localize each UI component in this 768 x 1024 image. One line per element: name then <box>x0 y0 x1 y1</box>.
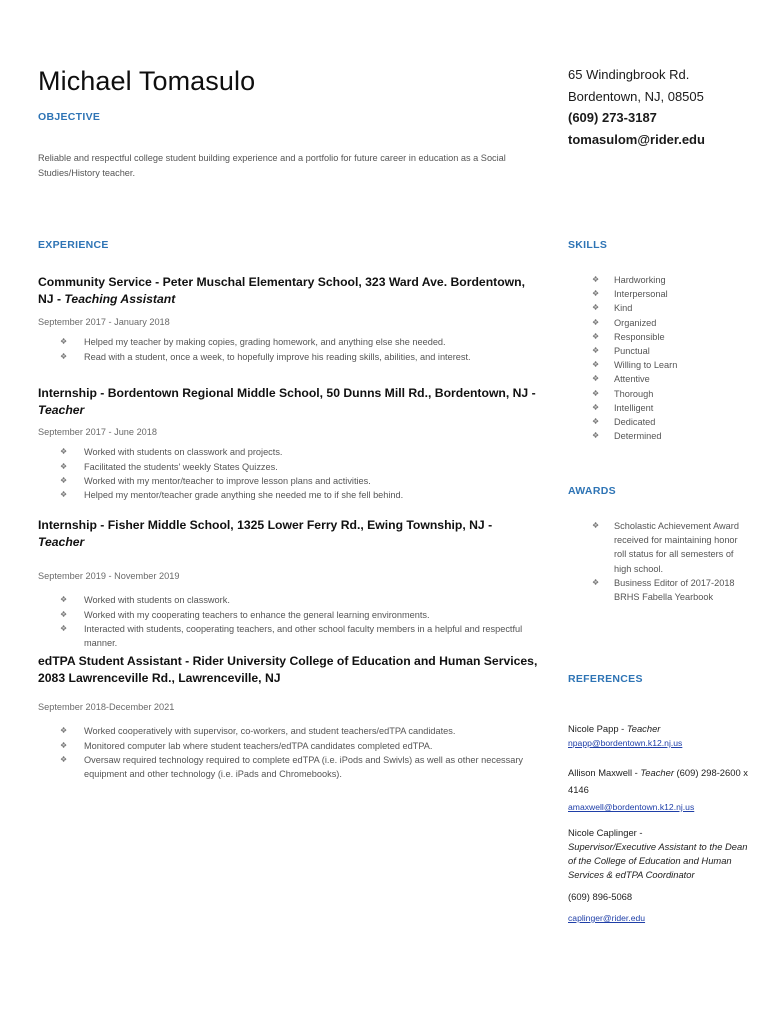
reference-phone: (609) 298-2600 x 4146 <box>568 767 748 795</box>
award-item: ❖ Business Editor of 2017-2018 BRHS Fabella Yearbook <box>592 576 742 604</box>
awards-heading: AWARDS <box>568 485 616 497</box>
job-date: September 2017 - January 2018 <box>38 317 170 328</box>
address-line-1: 65 Windingbrook Rd. <box>568 67 690 82</box>
reference-entry <box>568 722 748 750</box>
job-bullets <box>38 445 538 502</box>
skills-list <box>592 273 677 443</box>
reference-email-link[interactable]: amaxwell@bordentown.k12.nj.us <box>568 802 695 812</box>
reference-name: Nicole Caplinger - <box>568 827 643 838</box>
job-role: Teacher <box>38 535 85 550</box>
job-entry <box>38 385 538 503</box>
skill-item: ❖ Hardworking <box>592 273 677 287</box>
bullet-item: ❖ Interacted with students, cooperating teachers, and other school faculty members in a helpful and respectful manner. <box>60 622 538 651</box>
reference-name: Nicole Papp - Teacher <box>568 723 661 734</box>
bullet-item: ❖ Worked with students on classwork and projects. <box>60 445 538 459</box>
job-date: September 2019 - November 2019 <box>38 571 180 582</box>
bullet-item: ❖ Worked cooperatively with supervisor, co-workers, and student teachers/edTPA candidates. <box>60 724 538 738</box>
experience-heading: EXPERIENCE <box>38 239 109 251</box>
job-date: September 2018-December 2021 <box>38 702 175 713</box>
reference-name: Allison Maxwell - Teacher (609) 298-2600 x 4146 <box>568 767 748 795</box>
bullet-item: ❖ Read with a student, once a week, to hopefully improve his reading skills, abilities, and interest. <box>60 350 538 364</box>
skill-item: ❖ Determined <box>592 429 677 443</box>
objective-text: Reliable and respectful college student building experience and a portfolio for future career in education as a Social Studies/History teacher. <box>38 153 506 178</box>
skill-item: ❖ Attentive <box>592 372 677 386</box>
skill-item: ❖ Responsible <box>592 330 677 344</box>
objective-heading: OBJECTIVE <box>38 111 101 123</box>
reference-email-link[interactable]: npapp@bordentown.k12.nj.us <box>568 738 683 748</box>
email: tomasulom@rider.edu <box>568 131 705 147</box>
reference-title: Supervisor/Executive Assistant to the Dean of the College of Education and Human Services & edTPA Coordinator <box>568 841 748 880</box>
job-bullets <box>38 335 538 364</box>
reference-email-link[interactable]: caplinger@rider.edu <box>568 913 646 923</box>
job-entry <box>38 517 538 651</box>
job-title: Internship - Fisher Middle School, 1325 Lower Ferry Rd., Ewing Township, NJ - Teacher <box>38 518 493 550</box>
awards-list <box>592 519 742 604</box>
reference-title: Teacher <box>640 767 674 778</box>
job-title: Community Service - Peter Muschal Elementary School, 323 Ward Ave. Bordentown, NJ - Teaching Assistant <box>38 275 525 307</box>
award-item: ❖ Scholastic Achievement Award received for maintaining honor roll status for all semesters of high school. <box>592 519 742 576</box>
skill-item: ❖ Punctual <box>592 344 677 358</box>
skills-heading: SKILLS <box>568 239 608 251</box>
skill-item: ❖ Organized <box>592 316 677 330</box>
bullet-item: ❖ Worked with my cooperating teachers to enhance the general learning environments. <box>60 608 538 622</box>
bullet-item: ❖ Worked with my mentor/teacher to improve lesson plans and activities. <box>60 474 538 488</box>
skill-item: ❖ Thorough <box>592 387 677 401</box>
skill-item: ❖ Dedicated <box>592 415 677 429</box>
skill-item: ❖ Intelligent <box>592 401 677 415</box>
skill-item: ❖ Kind <box>592 301 677 315</box>
reference-entry <box>568 826 748 925</box>
bullet-item: ❖ Helped my teacher by making copies, grading homework, and anything else she needed. <box>60 335 538 349</box>
skill-item: ❖ Interpersonal <box>592 287 677 301</box>
bullet-item: ❖ Facilitated the students' weekly States Quizzes. <box>60 460 538 474</box>
references-heading: REFERENCES <box>568 673 643 685</box>
skill-item: ❖ Willing to Learn <box>592 358 677 372</box>
job-title: edTPA Student Assistant - Rider University College of Education and Human Services, 2083 Lawrenceville Rd., Lawrenceville, NJ <box>38 654 538 686</box>
job-role: Teacher <box>38 403 85 418</box>
job-bullets <box>38 593 538 650</box>
reference-phone: (609) 896-5068 <box>568 891 633 902</box>
address-line-2: Bordentown, NJ, 08505 <box>568 88 704 104</box>
contact-block <box>568 64 705 150</box>
job-entry <box>38 274 538 364</box>
job-bullets <box>38 724 538 781</box>
job-entry <box>38 653 538 782</box>
resume-name: Michael Tomasulo <box>38 66 256 96</box>
reference-title: Teacher <box>626 723 661 734</box>
bullet-item: ❖ Helped my mentor/teacher grade anything she needed me to if she fell behind. <box>60 488 538 502</box>
bullet-item: ❖ Worked with students on classwork. <box>60 593 538 607</box>
bullet-item: ❖ Monitored computer lab where student teachers/edTPA candidates completed edTPA. <box>60 739 538 753</box>
job-date: September 2017 - June 2018 <box>38 427 158 438</box>
bullet-item: ❖ Oversaw required technology required to complete edTPA (i.e. iPods and Swivls) as well as other necessary equipment and other technology (i.e. iPads and Chromebooks). <box>60 753 538 782</box>
job-role: Teaching Assistant <box>64 292 176 307</box>
reference-entry <box>568 764 748 816</box>
job-title: Internship - Bordentown Regional Middle School, 50 Dunns Mill Rd., Bordentown, NJ - Teacher <box>38 386 536 418</box>
phone: (609) 273-3187 <box>568 110 657 126</box>
